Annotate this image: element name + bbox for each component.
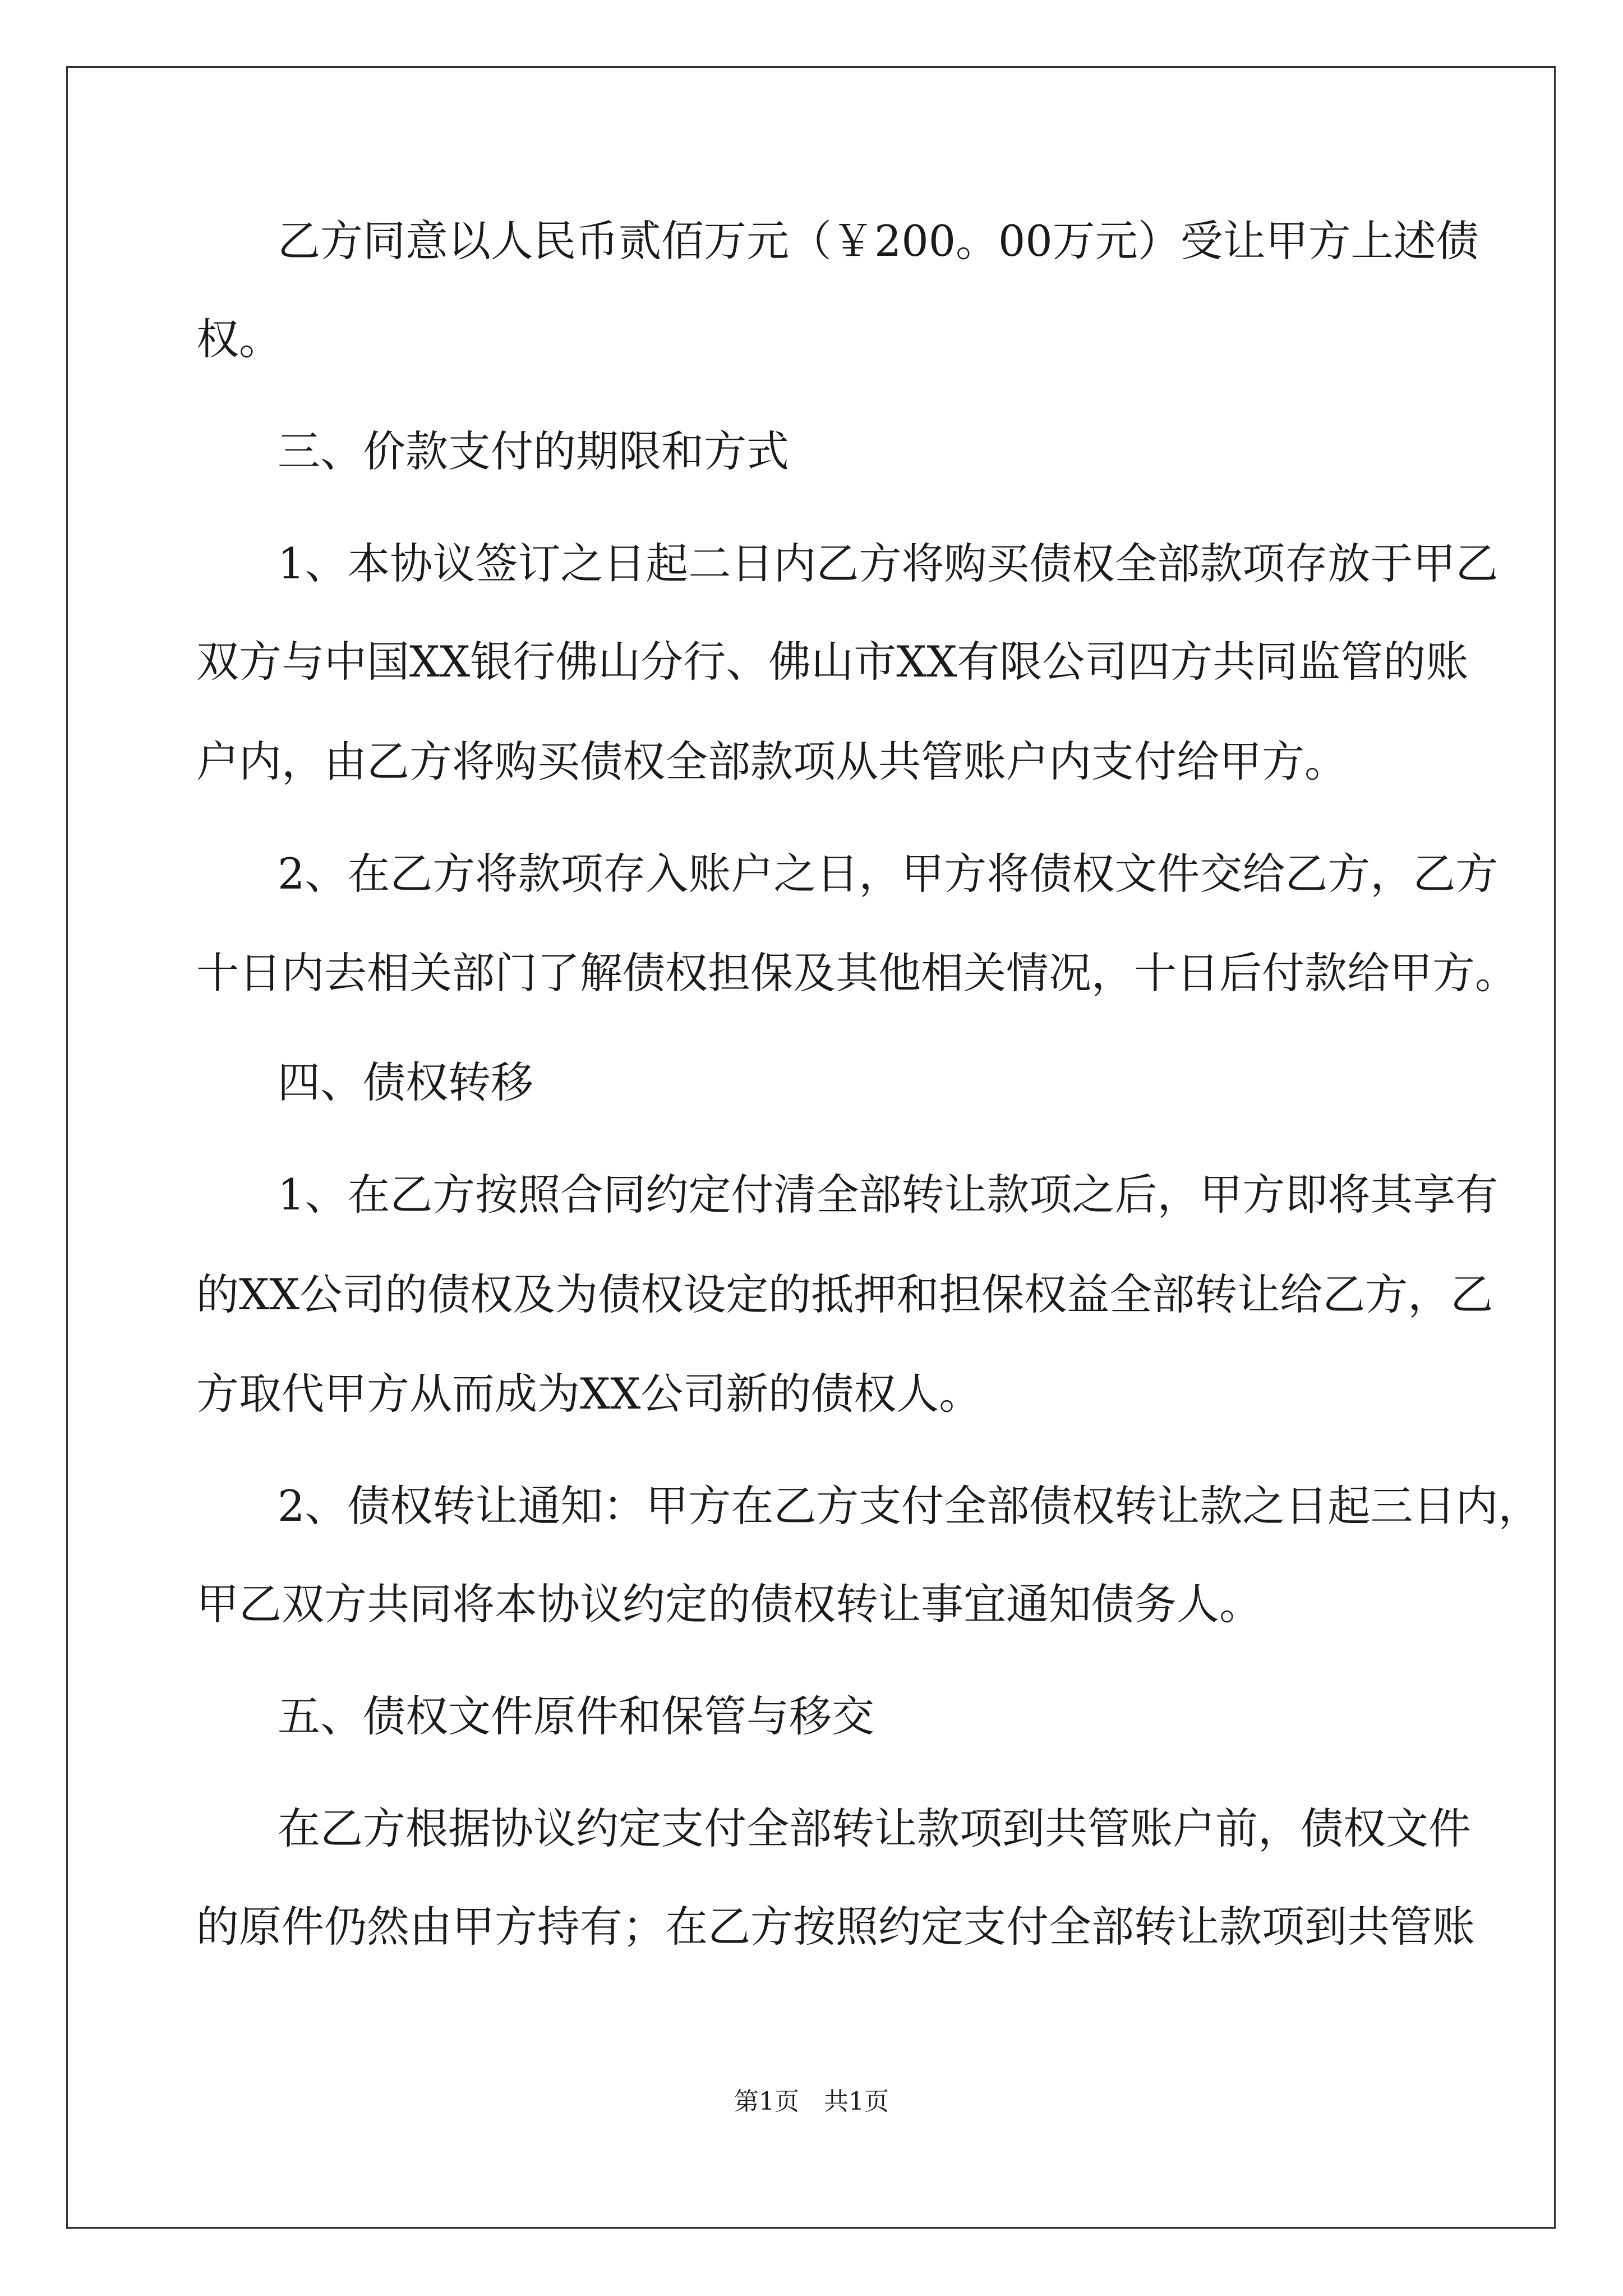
paragraph-line: 在乙方根据协议约定支付全部转让款项到共管账户前，债权文件 (278, 1803, 1471, 1853)
paragraph-line: 户内，由乙方将购买债权全部款项从共管账户内支付给甲方。 (196, 737, 1347, 786)
section-heading: 五、债权文件原件和保管与移交 (278, 1691, 874, 1741)
paragraph-line: 十日内去相关部门了解债权担保及其他相关情况，十日后付款给甲方。 (196, 948, 1518, 998)
paragraph-line: 2、债权转让通知：甲方在乙方支付全部债权转让款之日起三日内， (278, 1481, 1541, 1531)
paragraph-line: 的XX公司的债权及为债权设定的抵押和担保权益全部转让给乙方，乙 (196, 1269, 1493, 1319)
paragraph-line: 双方与中国XX银行佛山分行、佛山市XX有限公司四方共同监管的账 (196, 637, 1469, 687)
paragraph-line: 1、在乙方按照合同约定付清全部转让款项之后，甲方即将其享有 (278, 1170, 1498, 1220)
page-number: 第1页 共1页 (734, 2087, 889, 2116)
paragraph-line: 1、本协议签订之日起二日内乙方将购买债权全部款项存放于甲乙 (278, 539, 1498, 588)
section-heading: 三、价款支付的期限和方式 (278, 426, 789, 476)
paragraph-line: 2、在乙方将款项存入账户之日，甲方将债权文件交给乙方，乙方 (278, 849, 1498, 899)
paragraph-line: 方取代甲方从而成为XX公司新的债权人。 (196, 1369, 982, 1419)
paragraph-line: 乙方同意以人民币贰佰万元（￥200。00万元）受让甲方上述债 (278, 216, 1479, 266)
paragraph-line: 甲乙双方共同将本协议约定的债权转让事宜通知债务人。 (196, 1579, 1262, 1629)
paragraph-line: 权。 (196, 314, 282, 364)
section-heading: 四、债权转移 (278, 1057, 533, 1107)
paragraph-line: 的原件仍然由甲方持有；在乙方按照约定支付全部转让款项到共管账 (196, 1902, 1475, 1952)
